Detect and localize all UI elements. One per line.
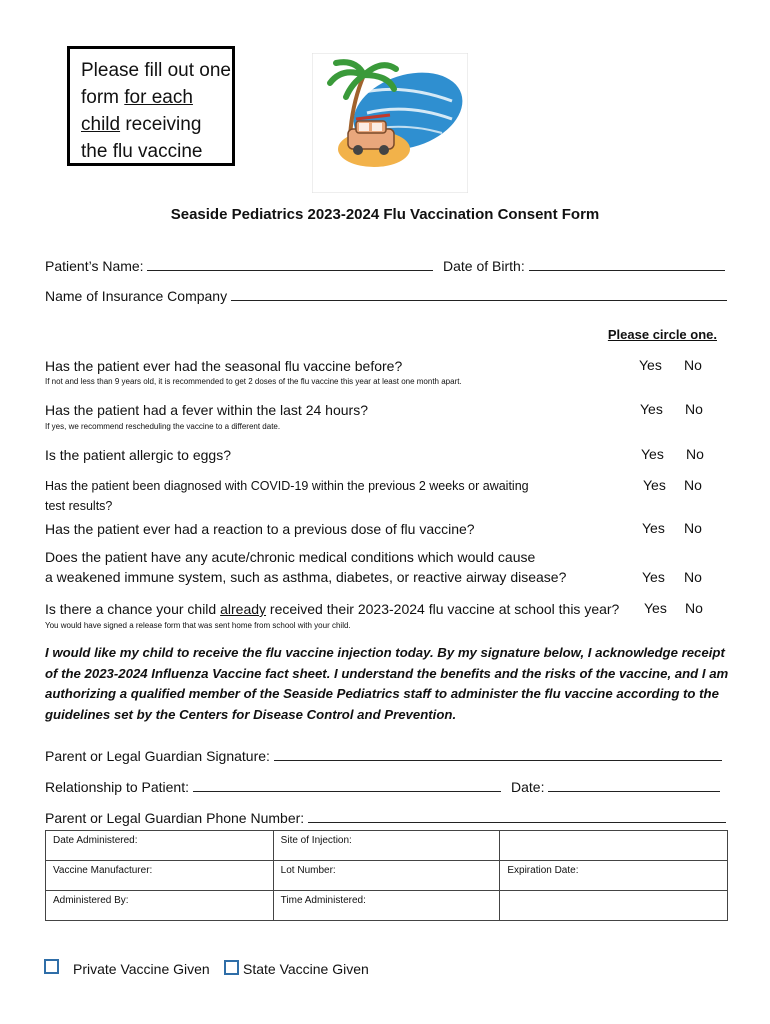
question-5: Has the patient ever had a reaction to a previous dose of flu vaccine? [45,521,475,537]
dob-field[interactable] [443,256,725,274]
instruction-notice-box [67,46,235,166]
date-administered-cell[interactable]: Date Administered: [46,831,274,861]
administered-by-cell[interactable]: Administered By: [46,891,274,921]
q7-yes-option[interactable]: Yes [644,600,667,616]
insurance-line[interactable] [231,286,727,301]
insurance-label: Name of Insurance Company [45,288,228,304]
vaccine-manufacturer-cell[interactable]: Vaccine Manufacturer: [46,861,274,891]
empty-cell[interactable] [500,831,728,861]
empty-cell[interactable] [500,891,728,921]
date-line[interactable] [548,777,720,792]
notice-line-1: Please fill out one [81,60,231,81]
q5-no-option[interactable]: No [684,520,702,536]
q5-yes-option[interactable]: Yes [642,520,665,536]
patient-name-label: Patient’s Name: [45,258,144,274]
dob-line[interactable] [529,256,725,271]
q4-yes-option[interactable]: Yes [643,477,666,493]
private-vaccine-checkbox[interactable] [44,959,59,974]
q1-no-option[interactable]: No [684,357,702,373]
form-title: Seaside Pediatrics 2023-2024 Flu Vaccination Consent Form [170,206,600,223]
date-field[interactable] [511,777,720,795]
circle-one-instruction: Please circle one. [607,327,717,342]
question-7-note: You would have signed a release form that was sent home from school with your child. [45,621,351,630]
guardian-signature-line[interactable] [274,746,722,761]
q3-yes-option[interactable]: Yes [641,446,664,462]
guardian-phone-line[interactable] [308,808,726,823]
q1-yes-option[interactable]: Yes [639,357,662,373]
question-3: Is the patient allergic to eggs? [45,447,232,463]
question-1-note: If not and less than 9 years old, it is recommended to get 2 doses of the flu vaccine this year at least one month apart. [45,377,462,386]
q2-no-option[interactable]: No [685,401,703,417]
relationship-label: Relationship to Patient: [45,779,189,795]
guardian-phone-field[interactable] [45,808,726,826]
state-vaccine-checkbox[interactable] [224,960,239,975]
question-7: Is there a chance your child already received their 2023-2024 flu vaccine at school this year? [45,601,620,617]
private-vaccine-label: Private Vaccine Given [73,961,210,977]
patient-name-field[interactable] [45,256,433,274]
question-4 [45,476,529,516]
question-4-line-2: test results? [45,499,113,513]
insurance-field[interactable] [45,286,727,304]
question-6-line-1: Does the patient have any acute/chronic medical conditions which would cause [45,549,536,565]
q6-no-option[interactable]: No [684,569,702,585]
time-administered-cell[interactable]: Time Administered: [273,891,500,921]
question-6-line-2: a weakened immune system, such as asthma, diabetes, or reactive airway disease? [45,569,567,585]
q7-no-option[interactable]: No [685,600,703,616]
table-row [46,891,728,921]
dob-label: Date of Birth: [443,258,525,274]
q3-no-option[interactable]: No [686,446,704,462]
guardian-signature-field[interactable] [45,746,722,764]
relationship-line[interactable] [193,777,501,792]
relationship-field[interactable] [45,777,501,795]
date-label: Date: [511,779,545,795]
notice-line-4: the flu vaccine [81,141,203,162]
table-row [46,831,728,861]
notice-line-2: form for each [81,87,193,108]
administration-table [45,830,728,921]
beach-car-logo [312,53,468,193]
state-vaccine-label: State Vaccine Given [243,961,369,977]
patient-name-line[interactable] [147,256,433,271]
question-2-note: If yes, we recommend rescheduling the vaccine to a different date. [45,422,281,431]
notice-line-3: child receiving [81,114,202,135]
question-6 [45,547,566,587]
q4-no-option[interactable]: No [684,477,702,493]
question-1: Has the patient ever had the seasonal flu vaccine before? [45,358,403,374]
site-of-injection-cell[interactable]: Site of Injection: [273,831,500,861]
q6-yes-option[interactable]: Yes [642,569,665,585]
expiration-date-cell[interactable]: Expiration Date: [500,861,728,891]
table-row [46,861,728,891]
consent-statement: I would like my child to receive the flu vaccine injection today. By my signature below, I acknowledge receipt of the 2023-2024 Influenza Vaccine fact sheet. I understand the benefits and the risks of the vaccine, and I am authorizing a qualified member of the Seaside Pediatrics staff to administer the flu vaccine according to the guidelines set by the Centers for Disease Control and Prevention. [45,645,729,722]
lot-number-cell[interactable]: Lot Number: [273,861,500,891]
guardian-phone-label: Parent or Legal Guardian Phone Number: [45,810,305,826]
question-4-line-1: Has the patient been diagnosed with COVID-19 within the previous 2 weeks or awaiting [45,479,529,493]
question-2: Has the patient had a fever within the last 24 hours? [45,402,368,418]
guardian-signature-label: Parent or Legal Guardian Signature: [45,748,270,764]
q2-yes-option[interactable]: Yes [640,401,663,417]
